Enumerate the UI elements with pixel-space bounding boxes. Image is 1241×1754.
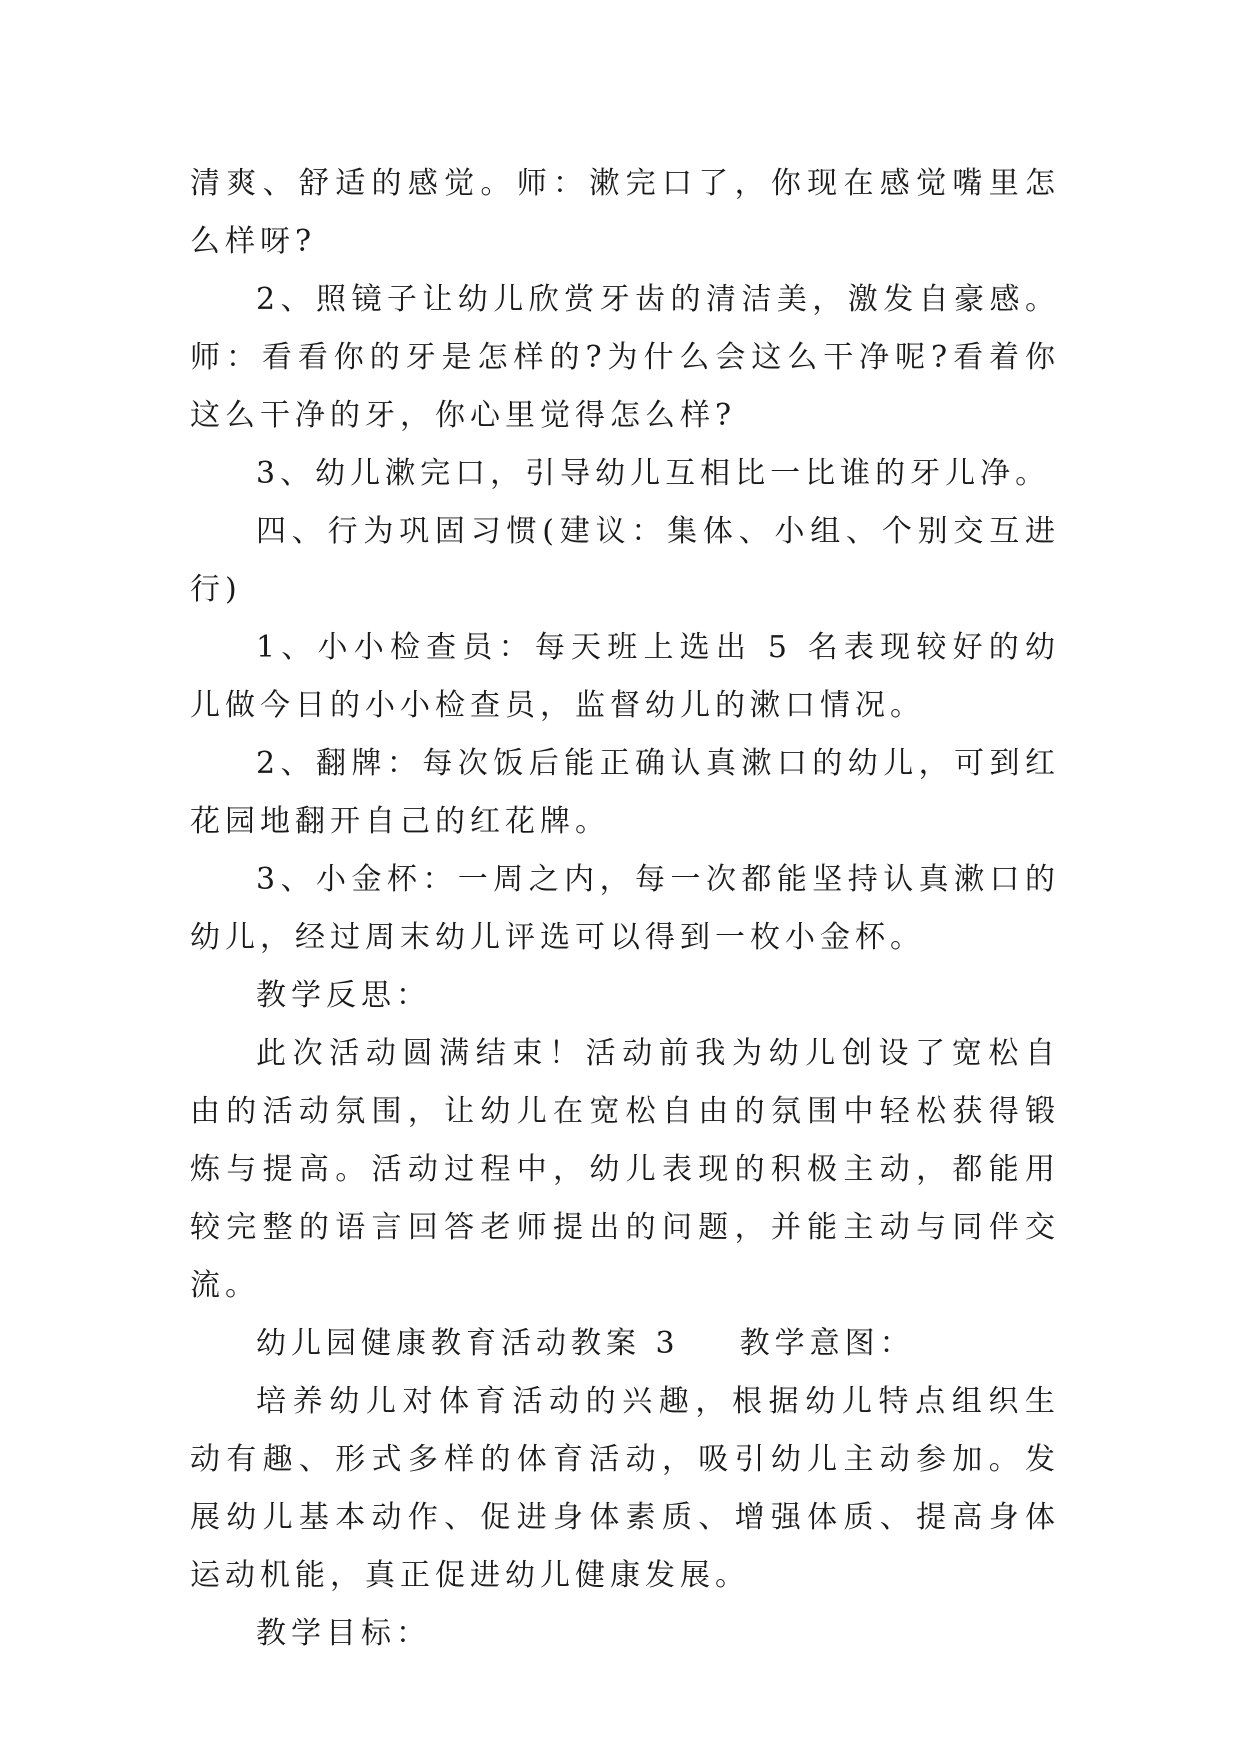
section-heading-habit: 四、行为巩固习惯(建议：集体、小组、个别交互进行) — [190, 514, 1060, 607]
paragraph-mirror-step: 2、照镜子让幼儿欣赏牙齿的清洁美，激发自豪感。师：看看你的牙是怎样的?为什么会这么干净呢?看着你这么干净的牙，你心里觉得怎么样? — [190, 282, 1060, 433]
heading-teaching-reflection: 教学反思： — [256, 978, 431, 1013]
lesson-plan-title: 幼儿园健康教育活动教案 3 — [256, 1326, 680, 1361]
paragraph-flip-card: 2、翻牌：每次饭后能正确认真漱口的幼儿，可到红花园地翻开自己的红花牌。 — [190, 746, 1060, 839]
paragraph-compare-teeth: 3、幼儿漱完口，引导幼儿互相比一比谁的牙儿净。 — [256, 456, 1051, 491]
paragraph-reflection-body: 此次活动圆满结束！活动前我为幼儿创设了宽松自由的活动氛围，让幼儿在宽松自由的氛围中轻松获得锻炼与提高。活动过程中，幼儿表现的积极主动，都能用较完整的语言回答老师提出的问题，并能主动与同伴交流。 — [190, 1036, 1060, 1303]
heading-lesson-plan-3 — [190, 1315, 1060, 1373]
paragraph-little-inspector: 1、小小检查员：每天班上选出 5 名表现较好的幼儿做今日的小小检查员，监督幼儿的漱口情况。 — [190, 630, 1060, 723]
paragraph-rinse-feeling: 清爽、舒适的感觉。师：漱完口了，你现在感觉嘴里怎么样呀? — [190, 166, 1060, 259]
paragraph-golden-cup: 3、小金杯：一周之内，每一次都能坚持认真漱口的幼儿，经过周末幼儿评选可以得到一枚小金杯。 — [190, 862, 1060, 955]
heading-teaching-goals: 教学目标： — [256, 1616, 431, 1651]
document-body — [190, 155, 1060, 1663]
teaching-intent-label: 教学意图： — [739, 1326, 915, 1361]
paragraph-teaching-intent: 培养幼儿对体育活动的兴趣，根据幼儿特点组织生动有趣、形式多样的体育活动，吸引幼儿主动参加。发展幼儿基本动作、促进身体素质、增强体质、提高身体运动机能，真正促进幼儿健康发展。 — [190, 1384, 1060, 1593]
